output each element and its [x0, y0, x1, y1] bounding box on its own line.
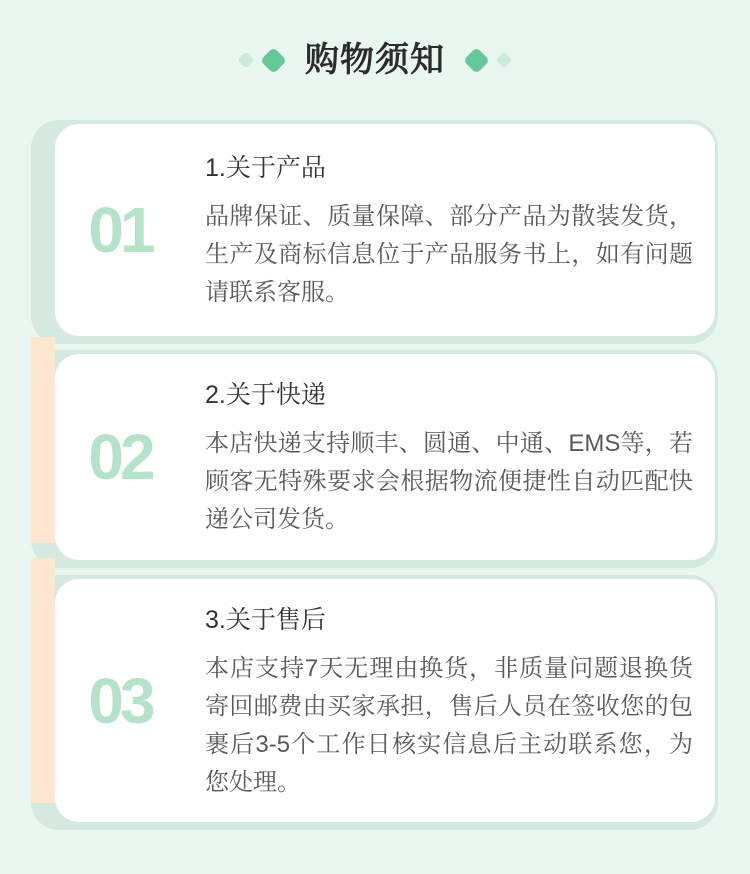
section-number: 03: [88, 664, 152, 737]
diamond-large-icon: [463, 47, 490, 74]
page-header: [0, 40, 750, 80]
section-number: 01: [88, 194, 152, 266]
notice-card-delivery: [31, 350, 718, 568]
diamond-small-icon: [238, 52, 255, 69]
section-title: 1.关于产品: [205, 154, 326, 182]
notice-card-surface: [55, 354, 715, 560]
ribbon-decoration: [31, 337, 55, 543]
notice-card-product: [31, 120, 718, 344]
section-content: [185, 148, 715, 312]
notice-card-surface: [55, 124, 715, 336]
section-content: [185, 600, 715, 802]
section-title: 2.关于快递: [205, 381, 326, 409]
page-title: 购物须知: [305, 41, 445, 79]
notice-card-surface: [55, 579, 715, 822]
ribbon-decoration: [31, 558, 55, 803]
section-content: [185, 375, 715, 539]
section-number: 02: [88, 421, 152, 493]
section-body: 本店快递支持顺丰、圆通、中通、EMS等，若顾客无特殊要求会根据物流便捷性自动匹配快递公司发货。: [205, 430, 693, 533]
section-body: 品牌保证、质量保障、部分产品为散装发货，生产及商标信息位于产品服务书上，如有问题请联系客服。: [205, 203, 693, 306]
diamond-large-icon: [260, 47, 287, 74]
section-title: 3.关于售后: [205, 605, 326, 634]
notice-card-aftersale: [31, 575, 718, 830]
section-body: 本店支持7天无理由换货，非质量问题退换货寄回邮费由买家承担，售后人员在签收您的包裹后3-5个工作日核实信息后主动联系您，为您处理。: [205, 654, 693, 796]
diamond-small-icon: [496, 52, 513, 69]
